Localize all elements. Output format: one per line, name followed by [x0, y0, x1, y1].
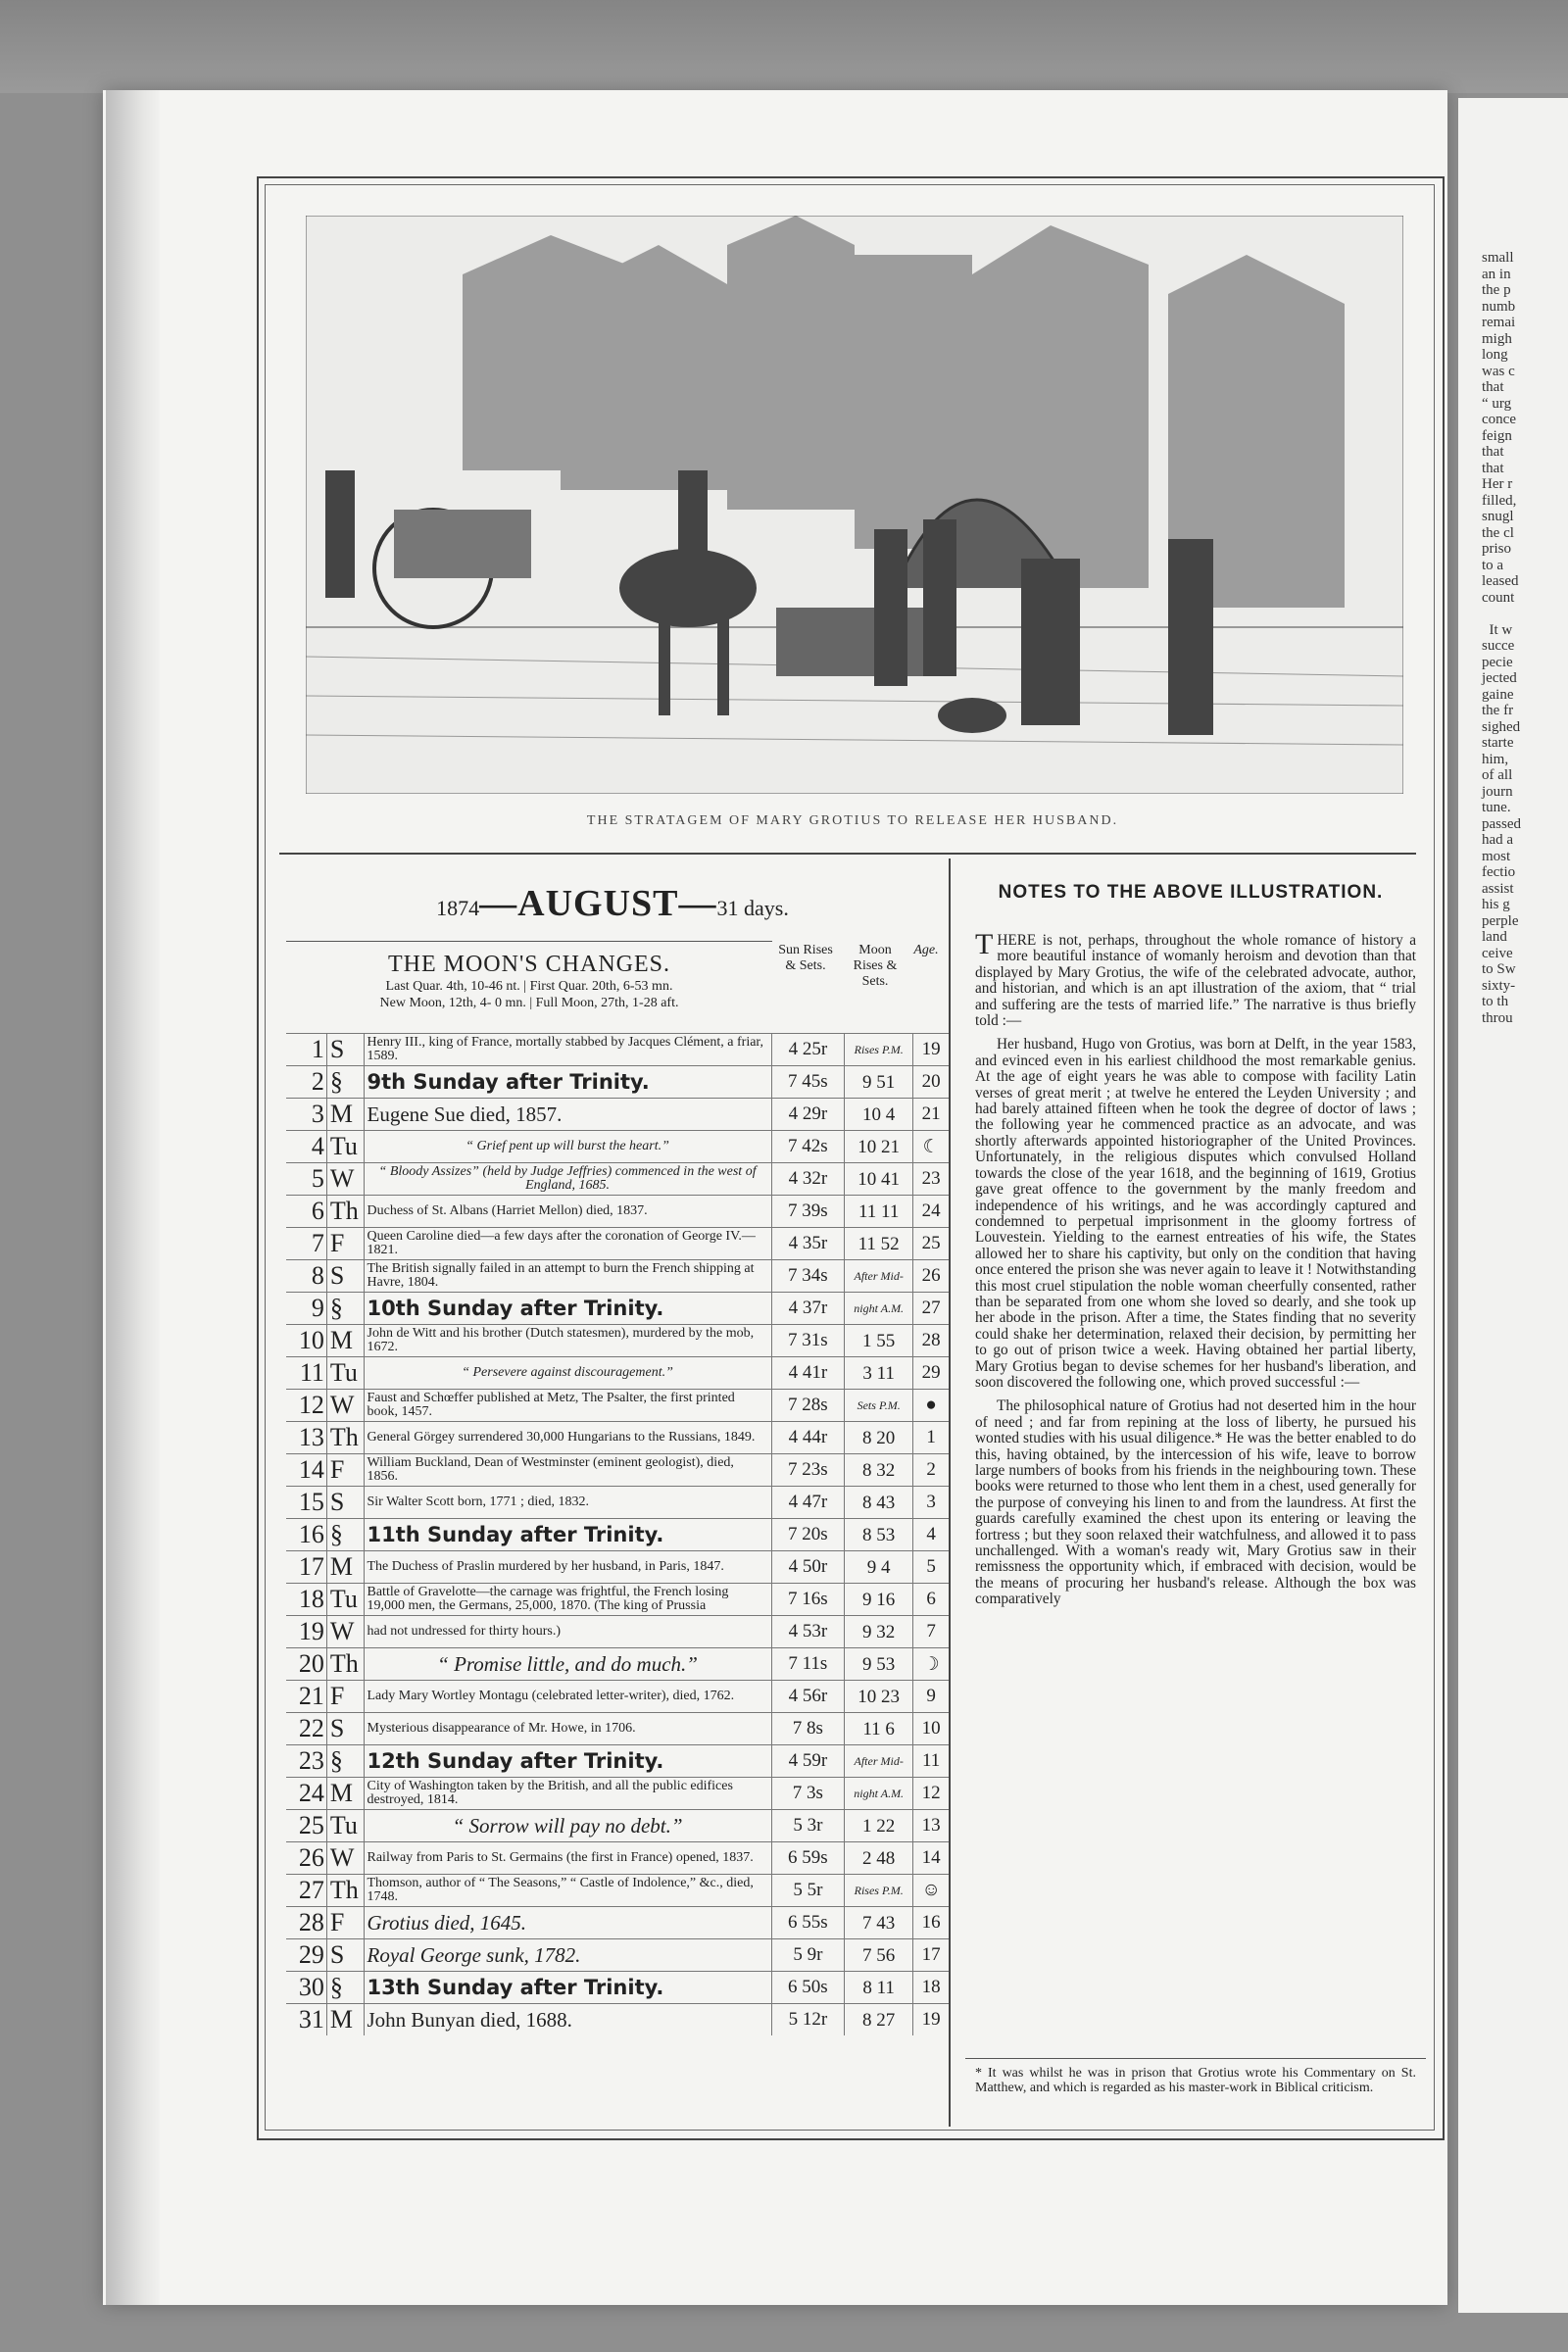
calendar-moon-age: 7 [913, 1616, 949, 1648]
calendar-moon-age: 26 [913, 1260, 949, 1293]
calendar-weekday: M [326, 2004, 364, 2036]
column-divider [949, 858, 951, 2127]
moon-changes-line-1: Last Quar. 4th, 10-46 nt. | First Quar. 20th, 6-53 mn. [385, 979, 673, 994]
calendar-sun-time: 7 20s [771, 1519, 844, 1551]
calendar-day-number: 13 [286, 1422, 326, 1454]
calendar-row [286, 1422, 949, 1454]
calendar-table [286, 1033, 949, 2035]
calendar-row [286, 1778, 949, 1810]
calendar-row [286, 1584, 949, 1616]
calendar-entry: 11th Sunday after Trinity. [364, 1519, 771, 1551]
calendar-day-number: 17 [286, 1551, 326, 1584]
calendar-entry: Faust and Schœffer published at Metz, The Psalter, the first printed book, 1457. [364, 1390, 771, 1422]
calendar-row [286, 1228, 949, 1260]
calendar-weekday: W [326, 1616, 364, 1648]
calendar-sun-time: 4 53r [771, 1616, 844, 1648]
calendar-weekday: S [326, 1260, 364, 1293]
calendar-entry: had not undressed for thirty hours.) [364, 1616, 771, 1648]
sun-column-header: Sun Rises & Sets. [778, 943, 833, 973]
calendar-moon-age: 29 [913, 1357, 949, 1390]
calendar-row [286, 1519, 949, 1551]
calendar-day-number: 31 [286, 2004, 326, 2036]
horizontal-divider [279, 853, 1416, 855]
calendar-day-number: 6 [286, 1196, 326, 1228]
calendar-sun-time: 4 41r [771, 1357, 844, 1390]
calendar-weekday: Th [326, 1648, 364, 1681]
calendar-entry: City of Washington taken by the British, and all the public edifices destroyed, 1814. [364, 1778, 771, 1810]
calendar-day-number: 20 [286, 1648, 326, 1681]
calendar-entry: Grotius died, 1645. [364, 1907, 771, 1939]
calendar-day-number: 14 [286, 1454, 326, 1487]
calendar-day-number: 30 [286, 1972, 326, 2004]
calendar-moon-time: After Mid- [845, 1745, 913, 1778]
calendar-moon-age: 18 [913, 1972, 949, 2004]
calendar-moon-age: 27 [913, 1293, 949, 1325]
calendar-row [286, 1260, 949, 1293]
calendar-moon-time: Sets P.M. [845, 1390, 913, 1422]
calendar-sun-time: 5 5r [771, 1875, 844, 1907]
calendar-day-number: 7 [286, 1228, 326, 1260]
calendar-weekday: F [326, 1907, 364, 1939]
calendar-entry: “ Persevere against discouragement.” [364, 1357, 771, 1390]
calendar-row [286, 1875, 949, 1907]
calendar-row [286, 1066, 949, 1099]
calendar-moon-time: 10 23 [845, 1681, 913, 1713]
calendar-entry: “ Bloody Assizes” (held by Judge Jeffries) commenced in the west of England, 1685. [364, 1163, 771, 1196]
calendar-entry: Sir Walter Scott born, 1771 ; died, 1832. [364, 1487, 771, 1519]
calendar-day-number: 2 [286, 1066, 326, 1099]
calendar-moon-time: 8 43 [845, 1487, 913, 1519]
calendar-moon-age: 5 [913, 1551, 949, 1584]
calendar-day-number: 15 [286, 1487, 326, 1519]
calendar-moon-time: 9 53 [845, 1648, 913, 1681]
calendar-entry: Henry III., king of France, mortally stabbed by Jacques Clément, a friar, 1589. [364, 1034, 771, 1066]
notes-paragraph-1 [975, 928, 1416, 1030]
calendar-row [286, 1390, 949, 1422]
calendar-moon-time: 8 11 [845, 1972, 913, 2004]
calendar-moon-time: 10 4 [845, 1099, 913, 1131]
calendar-row [286, 1972, 949, 2004]
calendar-sun-time: 4 29r [771, 1099, 844, 1131]
calendar-entry: Mysterious disappearance of Mr. Howe, in 1706. [364, 1713, 771, 1745]
calendar-day-number: 11 [286, 1357, 326, 1390]
calendar-weekday: M [326, 1325, 364, 1357]
calendar-entry: John Bunyan died, 1688. [364, 2004, 771, 2036]
calendar-day-number: 12 [286, 1390, 326, 1422]
calendar-entry: William Buckland, Dean of Westminster (eminent geologist), died, 1856. [364, 1454, 771, 1487]
calendar-day-number: 29 [286, 1939, 326, 1972]
calendar-row [286, 1713, 949, 1745]
calendar-moon-age: 17 [913, 1939, 949, 1972]
calendar-sun-time: 4 47r [771, 1487, 844, 1519]
calendar-weekday: Th [326, 1422, 364, 1454]
calendar-moon-age: 1 [913, 1422, 949, 1454]
calendar-entry: Royal George sunk, 1782. [364, 1939, 771, 1972]
calendar-moon-time: After Mid- [845, 1260, 913, 1293]
calendar-entry: John de Witt and his brother (Dutch statesmen), murdered by the mob, 1672. [364, 1325, 771, 1357]
calendar-moon-age: 13 [913, 1810, 949, 1842]
calendar-moon-time: night A.M. [845, 1778, 913, 1810]
calendar-moon-time: Rises P.M. [845, 1875, 913, 1907]
calendar-row [286, 1163, 949, 1196]
calendar-weekday: § [326, 1066, 364, 1099]
calendar-sun-time: 6 50s [771, 1972, 844, 2004]
calendar-moon-age: 6 [913, 1584, 949, 1616]
calendar-weekday: Th [326, 1875, 364, 1907]
calendar-entry: Railway from Paris to St. Germains (the first in France) opened, 1837. [364, 1842, 771, 1875]
calendar-sun-time: 7 16s [771, 1584, 844, 1616]
calendar-weekday: F [326, 1228, 364, 1260]
calendar-sun-time: 4 32r [771, 1163, 844, 1196]
calendar-moon-age: 11 [913, 1745, 949, 1778]
calendar-entry: 10th Sunday after Trinity. [364, 1293, 771, 1325]
calendar-day-number: 26 [286, 1842, 326, 1875]
calendar-moon-time: 10 41 [845, 1163, 913, 1196]
notes-title: NOTES TO THE ABOVE ILLUSTRATION. [998, 882, 1384, 903]
calendar-moon-time: 11 52 [845, 1228, 913, 1260]
calendar-month: AUGUST [517, 883, 679, 924]
calendar-weekday: W [326, 1842, 364, 1875]
calendar-sun-time: 7 23s [771, 1454, 844, 1487]
calendar-sun-time: 7 31s [771, 1325, 844, 1357]
calendar-entry: Queen Caroline died—a few days after the coronation of George IV.—1821. [364, 1228, 771, 1260]
calendar-moon-age: 28 [913, 1325, 949, 1357]
calendar-sun-time: 6 59s [771, 1842, 844, 1875]
moon-changes-box [286, 941, 772, 1046]
calendar-day-number: 1 [286, 1034, 326, 1066]
calendar-weekday: § [326, 1519, 364, 1551]
calendar-moon-age: ● [913, 1390, 949, 1422]
calendar-weekday: S [326, 1487, 364, 1519]
calendar-day-number: 23 [286, 1745, 326, 1778]
calendar-sun-time: 7 28s [771, 1390, 844, 1422]
calendar-weekday: S [326, 1034, 364, 1066]
calendar-day-number: 28 [286, 1907, 326, 1939]
calendar-weekday: § [326, 1745, 364, 1778]
notes-paragraph-3: The philosophical nature of Grotius had not deserted him in the hour of need ; and far from repining at the loss of liberty, he pursued his wonted studies with his usual diligence.* He was the better enabled to do this, having obtained, by the intercession of his wife, leave to borrow large numbers of books from his friends in the neighbouring town. These books were returned to those who lent them in a chest, used generally for the purpose of conveying his linen to and from the laundress. At first the guards carefully examined the chest upon its entering or leaving the fortress ; but they soon relaxed their watchfulness, and allowed it to pass unchallenged. With a woman's ready wit, Mary Grotius saw in their remissness the opportunity which, if embraced with decision, would be the means of procuring her husband's release. Although the box was comparatively [975, 1397, 1416, 1608]
calendar-moon-time: 10 21 [845, 1131, 913, 1163]
calendar-day-number: 24 [286, 1778, 326, 1810]
calendar-weekday: M [326, 1099, 364, 1131]
calendar-day-number: 9 [286, 1293, 326, 1325]
calendar-entry: Lady Mary Wortley Montagu (celebrated letter-writer), died, 1762. [364, 1681, 771, 1713]
calendar-moon-time: 11 11 [845, 1196, 913, 1228]
calendar-moon-age: 3 [913, 1487, 949, 1519]
calendar-weekday: S [326, 1939, 364, 1972]
calendar-sun-time: 7 45s [771, 1066, 844, 1099]
notes-paragraph-2: Her husband, Hugo von Grotius, was born at Delft, in the year 1583, and evinced even in his earliest childhood the most remarkable genius. At the age of eight years he was able to compose with facility Latin verses of great merit ; at twelve he entered the Leyden University ; and had barely attained fifteen when he took the degree of doctor of laws ; the following year he commenced practice as an advocate, and was shortly afterwards appointed historiographer of the United Provinces. Unfortunately, in the religious disputes which convulsed Holland towards the close of the year 1618, and the beginning of 1619, Grotius gave great offence to the government by the manly freedom and independence of his writings, and he was accordingly captured and condemned to perpetual imprisonment in the gloomy fortress of Louvestein. Yielding to the earnest entreaties of his wife, the States allowed her to share his captivity, but only on the condition that having once entered the prison she was never again to leave it ! Notwithstanding this most cruel stipulation the noble woman cheerfully consented, rather than be separated from one whom she loved so dearly, and she took up her abode in the prison. After a time, the States finding that no severity could shake her determination, relaxed their decision, by permitting her to go out of prison twice a week. Having obtained her partial liberty, Mary Grotius began to devise schemes for her husband's liberation, and soon discovered the following one, which proved successful :— [975, 1036, 1416, 1391]
calendar-sun-time: 5 3r [771, 1810, 844, 1842]
engraving-illustration [306, 216, 1403, 794]
calendar-sun-time: 7 39s [771, 1196, 844, 1228]
age-column-header: Age. [913, 943, 939, 957]
calendar-moon-age: 21 [913, 1099, 949, 1131]
scan-background [0, 0, 1568, 93]
calendar-day-number: 16 [286, 1519, 326, 1551]
calendar-heading: 1874—AUGUST—31 days. [436, 883, 789, 924]
calendar-day-number: 18 [286, 1584, 326, 1616]
calendar-weekday: Th [326, 1196, 364, 1228]
calendar-moon-time: 1 22 [845, 1810, 913, 1842]
calendar-moon-time: 1 55 [845, 1325, 913, 1357]
calendar-entry: “ Grief pent up will burst the heart.” [364, 1131, 771, 1163]
moon-column-header: Moon Rises & Sets. [853, 943, 898, 989]
calendar-row [286, 1131, 949, 1163]
facing-page-text: small an in the p numb remai migh long was c that “ urg conce feign that that Her r filled, snugl the cl priso to a leased count It w succe pecie jected gaine the fr sighed starte him, of all journ tune. passed had a most fectio assist his g perple land ceive to Sw sixty- to th throu [1482, 250, 1521, 1026]
calendar-row [286, 1842, 949, 1875]
footnote: * It was whilst he was in prison that Grotius wrote his Commentary on St. Matthew, and which is regarded as his master-work in Biblical criticism. [975, 2066, 1416, 2095]
calendar-row [286, 1325, 949, 1357]
calendar-weekday: Tu [326, 1131, 364, 1163]
calendar-sun-time: 7 3s [771, 1778, 844, 1810]
calendar-row [286, 1616, 949, 1648]
calendar-row [286, 1551, 949, 1584]
calendar-weekday: Tu [326, 1357, 364, 1390]
moon-changes-line-2: New Moon, 12th, 4- 0 mn. | Full Moon, 27th, 1-28 aft. [379, 996, 679, 1010]
calendar-moon-time: 9 16 [845, 1584, 913, 1616]
calendar-weekday: S [326, 1713, 364, 1745]
calendar-day-number: 4 [286, 1131, 326, 1163]
calendar-moon-time: 8 53 [845, 1519, 913, 1551]
calendar-moon-age: 24 [913, 1196, 949, 1228]
calendar-row [286, 1099, 949, 1131]
calendar-weekday: § [326, 1972, 364, 2004]
calendar-day-number: 22 [286, 1713, 326, 1745]
notes-text [975, 928, 1416, 1616]
calendar-sun-time: 4 50r [771, 1551, 844, 1584]
calendar-moon-time: 2 48 [845, 1842, 913, 1875]
calendar-row [286, 1454, 949, 1487]
calendar-moon-age: 19 [913, 1034, 949, 1066]
calendar-row [286, 1810, 949, 1842]
calendar-moon-time: 8 20 [845, 1422, 913, 1454]
calendar-moon-age: 9 [913, 1681, 949, 1713]
moon-changes-title: THE MOON'S CHANGES. [387, 952, 670, 977]
calendar-weekday: § [326, 1293, 364, 1325]
calendar-row [286, 1196, 949, 1228]
drop-cap: T [975, 928, 994, 960]
calendar-moon-time: Rises P.M. [845, 1034, 913, 1066]
calendar-sun-time: 7 42s [771, 1131, 844, 1163]
calendar-entry: Thomson, author of “ The Seasons,” “ Castle of Indolence,” &c., died, 1748. [364, 1875, 771, 1907]
calendar-moon-age: ☺ [913, 1875, 949, 1907]
calendar-moon-time: 9 51 [845, 1066, 913, 1099]
calendar-row [286, 1939, 949, 1972]
calendar-entry: “ Promise little, and do much.” [364, 1648, 771, 1681]
calendar-days: 31 days. [716, 896, 789, 920]
calendar-moon-age: 16 [913, 1907, 949, 1939]
calendar-entry: Battle of Gravelotte—the carnage was frightful, the French losing 19,000 men, the Germans, 25,000, 1870. (The king of Prussia [364, 1584, 771, 1616]
calendar-weekday: M [326, 1551, 364, 1584]
calendar-weekday: F [326, 1681, 364, 1713]
calendar-sun-time: 4 37r [771, 1293, 844, 1325]
calendar-sun-time: 4 59r [771, 1745, 844, 1778]
calendar-row [286, 1745, 949, 1778]
calendar-sun-time: 4 35r [771, 1228, 844, 1260]
calendar-moon-time: 7 43 [845, 1907, 913, 1939]
calendar-entry: The Duchess of Praslin murdered by her husband, in Paris, 1847. [364, 1551, 771, 1584]
calendar-moon-age: ☾ [913, 1131, 949, 1163]
book-spine-shadow [106, 90, 160, 2305]
calendar-row [286, 1293, 949, 1325]
calendar-day-number: 8 [286, 1260, 326, 1293]
footnote-rule [965, 2058, 1426, 2059]
calendar-entry: The British signally failed in an attempt to burn the French shipping at Havre, 1804. [364, 1260, 771, 1293]
calendar-entry: 12th Sunday after Trinity. [364, 1745, 771, 1778]
calendar-moon-age: 20 [913, 1066, 949, 1099]
calendar-moon-age: 25 [913, 1228, 949, 1260]
calendar-moon-age: ☽ [913, 1648, 949, 1681]
calendar-moon-time: 9 32 [845, 1616, 913, 1648]
calendar-moon-time: 7 56 [845, 1939, 913, 1972]
calendar-sun-time: 4 25r [771, 1034, 844, 1066]
notes-paragraph-1-text: HERE is not, perhaps, throughout the whole romance of history a more beautiful instance of womanly heroism and devotion than that displayed by Mary Grotius, the wife of the celebrated advocate, author, and historian, and which is an apt illustration of the axiom, that “ trial and suffering are the tests of married life.” The narrative is thus briefly told :— [975, 932, 1416, 1030]
calendar-moon-age: 2 [913, 1454, 949, 1487]
calendar-row [286, 1357, 949, 1390]
calendar-weekday: W [326, 1163, 364, 1196]
calendar-entry: 9th Sunday after Trinity. [364, 1066, 771, 1099]
calendar-row [286, 1907, 949, 1939]
calendar-day-number: 25 [286, 1810, 326, 1842]
calendar-sun-time: 7 34s [771, 1260, 844, 1293]
calendar-row [286, 1487, 949, 1519]
calendar-moon-time: night A.M. [845, 1293, 913, 1325]
calendar-sun-time: 5 12r [771, 2004, 844, 2036]
calendar-entry: 13th Sunday after Trinity. [364, 1972, 771, 2004]
calendar-moon-age: 14 [913, 1842, 949, 1875]
calendar-moon-time: 8 32 [845, 1454, 913, 1487]
calendar-moon-time: 8 27 [845, 2004, 913, 2036]
illustration-caption: THE STRATAGEM OF MARY GROTIUS TO RELEASE HER HUSBAND. [586, 813, 1119, 828]
calendar-day-number: 21 [286, 1681, 326, 1713]
calendar-sun-time: 6 55s [771, 1907, 844, 1939]
calendar-sun-time: 5 9r [771, 1939, 844, 1972]
calendar-weekday: F [326, 1454, 364, 1487]
calendar-moon-age: 12 [913, 1778, 949, 1810]
calendar-moon-time: 11 6 [845, 1713, 913, 1745]
calendar-day-number: 3 [286, 1099, 326, 1131]
calendar-row [286, 1648, 949, 1681]
calendar-row [286, 2004, 949, 2036]
calendar-weekday: Tu [326, 1810, 364, 1842]
calendar-moon-age: 10 [913, 1713, 949, 1745]
calendar-sun-time: 4 44r [771, 1422, 844, 1454]
calendar-moon-age: 19 [913, 2004, 949, 2036]
calendar-weekday: Tu [326, 1584, 364, 1616]
calendar-entry: General Görgey surrendered 30,000 Hungarians to the Russians, 1849. [364, 1422, 771, 1454]
calendar-entry: Duchess of St. Albans (Harriet Mellon) died, 1837. [364, 1196, 771, 1228]
calendar-sun-time: 7 11s [771, 1648, 844, 1681]
calendar-day-number: 10 [286, 1325, 326, 1357]
calendar-day-number: 19 [286, 1616, 326, 1648]
calendar-entry: “ Sorrow will pay no debt.” [364, 1810, 771, 1842]
calendar-moon-age: 4 [913, 1519, 949, 1551]
calendar-row [286, 1034, 949, 1066]
calendar-moon-time: 9 4 [845, 1551, 913, 1584]
calendar-row [286, 1681, 949, 1713]
calendar-moon-time: 3 11 [845, 1357, 913, 1390]
calendar-weekday: M [326, 1778, 364, 1810]
calendar-sun-time: 7 8s [771, 1713, 844, 1745]
calendar-day-number: 5 [286, 1163, 326, 1196]
calendar-sun-time: 4 56r [771, 1681, 844, 1713]
calendar-weekday: W [326, 1390, 364, 1422]
calendar-day-number: 27 [286, 1875, 326, 1907]
calendar-moon-age: 23 [913, 1163, 949, 1196]
calendar-entry: Eugene Sue died, 1857. [364, 1099, 771, 1131]
calendar-year: 1874 [436, 896, 480, 920]
